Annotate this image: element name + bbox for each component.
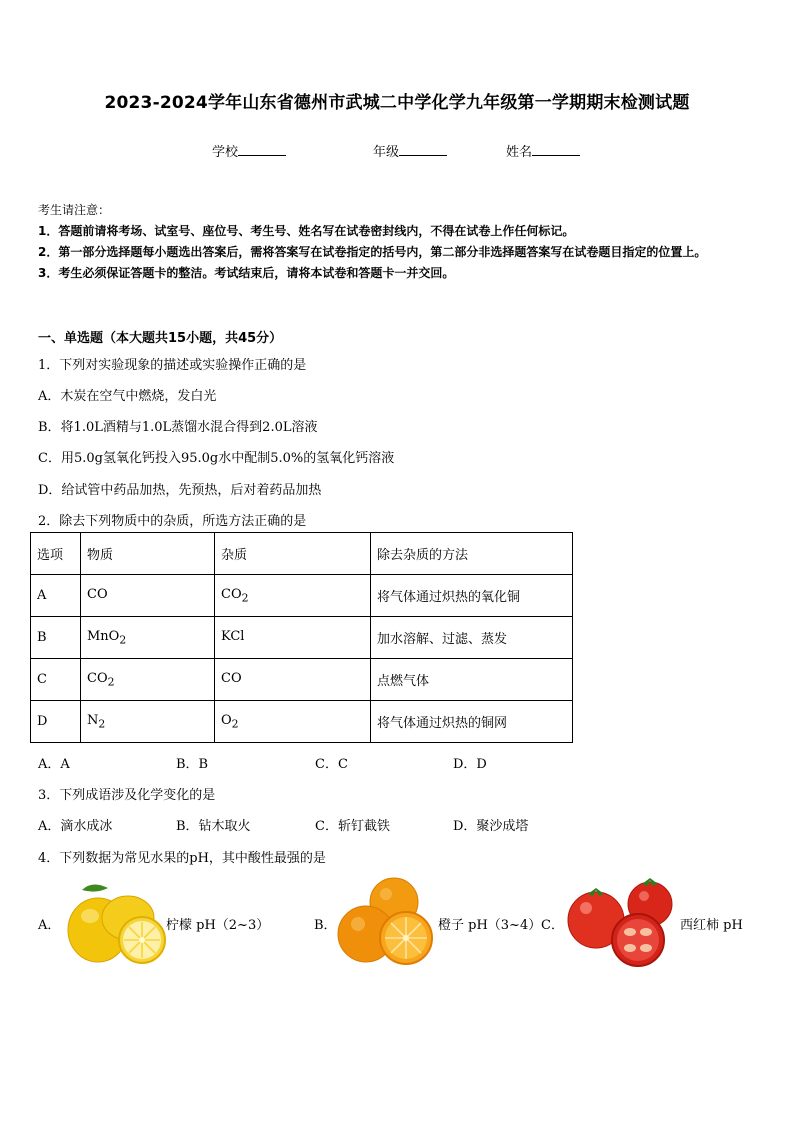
question-4-choice-a-letter[interactable]: A． bbox=[38, 918, 61, 933]
notice-item-3: 3．考生必须保证答题卡的整洁。考试结束后，请将本试卷和答题卡一并交回。 bbox=[38, 266, 455, 280]
question-4-choice-c-label: 西红柿 pH bbox=[680, 918, 743, 933]
grade-field[interactable] bbox=[373, 141, 447, 160]
table-cell-option: B bbox=[31, 617, 81, 659]
question-3-stem: 3．下列成语涉及化学变化的是 bbox=[38, 788, 216, 803]
question-1-option-d[interactable]: D．给试管中药品加热，先预热，后对着药品加热 bbox=[38, 483, 322, 498]
question-1-stem: 1．下列对实验现象的描述或实验操作正确的是 bbox=[38, 358, 307, 373]
school-field[interactable] bbox=[212, 141, 286, 160]
table-cell-method: 将气体通过炽热的铜网 bbox=[371, 701, 573, 743]
question-1-option-b[interactable]: B．将1.0L酒精与1.0L蒸馏水混合得到2.0L溶液 bbox=[38, 420, 318, 435]
notice-item-1: 1．答题前请将考场、试室号、座位号、考生号、姓名写在试卷密封线内，不得在试卷上作任何标记。 bbox=[38, 224, 575, 238]
page-title: 2023-2024学年山东省德州市武城二中学化学九年级第一学期期末检测试题 bbox=[104, 93, 690, 113]
table-header-cell: 选项 bbox=[31, 533, 81, 575]
table-header-cell: 除去杂质的方法 bbox=[371, 533, 573, 575]
table-row bbox=[31, 617, 573, 659]
name-field[interactable] bbox=[506, 141, 580, 160]
table-cell-method: 点燃气体 bbox=[371, 659, 573, 701]
grade-label: 年级 bbox=[373, 145, 400, 160]
table-header-cell: 物质 bbox=[81, 533, 215, 575]
question-2-choice-b[interactable]: B．B bbox=[176, 757, 209, 772]
question-4-choice-b-letter[interactable]: B． bbox=[314, 918, 337, 933]
table-cell-impurity: $O_2$ bbox=[215, 701, 371, 743]
question-4-stem: 4．下列数据为常见水果的pH，其中酸性最强的是 bbox=[38, 851, 326, 866]
tomato-image bbox=[566, 876, 676, 968]
question-3-choice-d[interactable]: D．聚沙成塔 bbox=[453, 819, 529, 834]
question-2-stem: 2．除去下列物质中的杂质，所选方法正确的是 bbox=[38, 514, 307, 529]
table-cell-impurity: KCl bbox=[215, 617, 371, 659]
table-cell-substance: MnO$_2$ bbox=[81, 617, 215, 659]
question-1-option-c[interactable]: C．用5.0g氢氧化钙投入95.0g水中配制5.0%的氢氧化钙溶液 bbox=[38, 451, 395, 466]
school-label: 学校 bbox=[212, 145, 239, 160]
table-cell-impurity: $CO_2$ bbox=[215, 575, 371, 617]
question-2-choice-a[interactable]: A．A bbox=[38, 757, 70, 772]
table-row bbox=[31, 701, 573, 743]
table-cell-substance: $N_2$ bbox=[81, 701, 215, 743]
notice-item-2: 2．第一部分选择题每小题选出答案后，需将答案写在试卷指定的括号内，第二部分非选择题答案写在试卷题目指定的位置上。 bbox=[38, 245, 707, 259]
section-heading: 一、单选题（本大题共15小题，共45分） bbox=[38, 331, 283, 346]
question-2-choice-c[interactable]: C．C bbox=[315, 757, 348, 772]
question-2-choice-d[interactable]: D．D bbox=[453, 757, 487, 772]
table-cell-option: A bbox=[31, 575, 81, 617]
name-label: 姓名 bbox=[506, 145, 533, 160]
notice-heading: 考生请注意： bbox=[38, 203, 111, 217]
table-row bbox=[31, 575, 573, 617]
question-4-choice-b-label: 橙子 pH（3~4） bbox=[438, 918, 542, 933]
table-cell-option: C bbox=[31, 659, 81, 701]
table-cell-substance: CO bbox=[81, 575, 215, 617]
question-3-choice-c[interactable]: C．斩钉截铁 bbox=[315, 819, 390, 834]
table-cell-method: 加水溶解、过滤、蒸发 bbox=[371, 617, 573, 659]
table-cell-substance: $CO_2$ bbox=[81, 659, 215, 701]
table-cell-method: 将气体通过炽热的氧化铜 bbox=[371, 575, 573, 617]
question-1-option-a[interactable]: A．木炭在空气中燃烧，发白光 bbox=[38, 389, 217, 404]
orange-image bbox=[336, 876, 436, 968]
table-header-row bbox=[31, 533, 573, 575]
table-header-cell: 杂质 bbox=[215, 533, 371, 575]
lemon-image bbox=[62, 880, 170, 966]
question-4-choice-a-label: 柠檬 pH（2~3） bbox=[166, 918, 270, 933]
question-4-choice-c-letter[interactable]: C． bbox=[541, 918, 564, 933]
table-row bbox=[31, 659, 573, 701]
question-3-choice-a[interactable]: A．滴水成冰 bbox=[38, 819, 113, 834]
impurity-table bbox=[30, 532, 573, 743]
question-3-choice-b[interactable]: B．钻木取火 bbox=[176, 819, 251, 834]
exam-notice bbox=[38, 200, 768, 284]
table-cell-option: D bbox=[31, 701, 81, 743]
table-cell-impurity: CO bbox=[215, 659, 371, 701]
